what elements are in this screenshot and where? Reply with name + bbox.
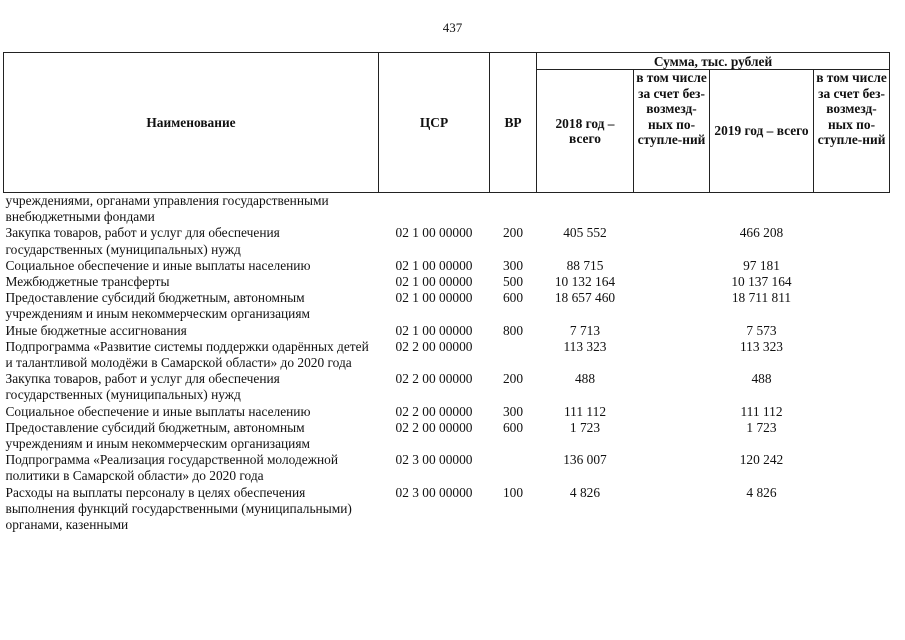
row-name: Расходы на выплаты персоналу в целях обеспечения выполнения функций государственными (муниципальными) органами, казенными: [5, 484, 352, 533]
row-name: Социальное обеспечение и иные выплаты населению: [5, 257, 311, 273]
table-row: [4, 323, 890, 339]
row-vr: 200: [502, 225, 524, 241]
row-sum-2018: 1 723: [569, 419, 601, 435]
row-sum-2018: 136 007: [563, 452, 607, 468]
row-gratis-2018: [634, 339, 710, 371]
row-name: Предоставление субсидий бюджетным, автономным учреждениям и иным некоммерческим организациям: [5, 290, 310, 322]
header-name: Наименование: [4, 53, 379, 193]
row-vr: 300: [502, 403, 524, 419]
row-gratis-2019: [814, 485, 890, 534]
header-2019-gratis: в том числе за счет без-возмезд-ных по-ступле-ний: [814, 70, 890, 193]
row-name: Закупка товаров, работ и услуг для обеспечения государственных (муниципальных) нужд: [5, 225, 280, 257]
row-sum-2019: 466 208: [739, 225, 784, 241]
row-gratis-2018: [634, 485, 710, 534]
row-csr: [379, 193, 490, 226]
table-row: [4, 371, 890, 403]
row-gratis-2019: [814, 452, 890, 484]
row-gratis-2018: [634, 452, 710, 484]
row-gratis-2018: [634, 274, 710, 290]
table-header: [4, 53, 890, 193]
row-sum-2018: [537, 193, 634, 226]
table-row: [4, 274, 890, 290]
row-gratis-2019: [814, 420, 890, 452]
row-gratis-2018: [634, 258, 710, 274]
row-name: Межбюджетные трансферты: [5, 274, 170, 290]
budget-table: [3, 52, 890, 533]
row-csr: 02 1 00 00000: [395, 274, 473, 290]
table-row: [4, 339, 890, 371]
row-vr: [490, 452, 537, 484]
page-number: 437: [442, 20, 463, 35]
row-sum-2019: 113 323: [739, 338, 784, 354]
row-csr: 02 3 00 00000: [395, 484, 473, 500]
table-row: [4, 485, 890, 534]
row-name: Закупка товаров, работ и услуг для обеспечения государственных (муниципальных) нужд: [5, 371, 280, 403]
row-sum-2019: 10 137 164: [731, 274, 792, 290]
row-sum-2019: 111 112: [740, 403, 783, 419]
table-row: [4, 420, 890, 452]
row-csr: 02 1 00 00000: [395, 225, 473, 241]
row-sum-2018: 405 552: [563, 225, 607, 241]
row-csr: 02 2 00 00000: [395, 371, 473, 387]
row-name: Подпрограмма «Реализация государственной молодежной политики в Самарской области» до 2020 года: [5, 452, 338, 484]
row-name: Иные бюджетные ассигнования: [5, 322, 187, 338]
header-sum-group: Сумма, тыс. рублей: [537, 53, 890, 70]
row-vr: 600: [502, 290, 524, 306]
row-gratis-2018: [634, 371, 710, 403]
row-sum-2018: 113 323: [563, 338, 607, 354]
row-name: Подпрограмма «Развитие системы поддержки одарённых детей и талантливой молодёжи в Самарской области» до 2020 года: [5, 338, 369, 371]
row-gratis-2018: [634, 420, 710, 452]
row-sum-2018: 4 826: [569, 484, 601, 500]
row-sum-2018: 488: [574, 371, 596, 387]
table-row: [4, 193, 890, 226]
header-csr: ЦСР: [379, 53, 490, 193]
table-row: [4, 404, 890, 420]
row-sum-2019: 4 826: [746, 484, 777, 500]
row-gratis-2018: [634, 323, 710, 339]
row-vr: 500: [502, 274, 524, 290]
header-2018-gratis: в том числе за счет без-возмезд-ных по-ступле-ний: [634, 70, 710, 193]
row-csr: 02 1 00 00000: [395, 257, 473, 273]
row-vr: 800: [502, 322, 524, 338]
row-vr: [490, 339, 537, 371]
row-vr: 300: [502, 257, 524, 273]
row-gratis-2019: [814, 339, 890, 371]
row-name: учреждениями, органами управления государственными внебюджетными фондами: [5, 193, 329, 225]
row-gratis-2019: [814, 371, 890, 403]
table-row: [4, 290, 890, 322]
row-gratis-2018: [634, 290, 710, 322]
row-sum-2019: 18 711 811: [731, 290, 792, 306]
row-sum-2018: 18 657 460: [554, 290, 616, 306]
row-gratis-2019: [814, 193, 890, 226]
row-sum-2018: 111 112: [563, 403, 607, 419]
row-gratis-2019: [814, 225, 890, 257]
row-sum-2019: 120 242: [739, 452, 784, 468]
row-vr: 200: [502, 371, 524, 387]
row-sum-2019: 1 723: [746, 419, 777, 435]
row-gratis-2019: [814, 290, 890, 322]
row-name: Социальное обеспечение и иные выплаты населению: [5, 403, 311, 419]
row-csr: 02 2 00 00000: [395, 338, 473, 354]
row-vr: [490, 193, 537, 226]
row-vr: 600: [502, 419, 524, 435]
row-gratis-2019: [814, 404, 890, 420]
row-csr: 02 2 00 00000: [395, 403, 473, 419]
table-body: [4, 193, 890, 534]
row-name: Предоставление субсидий бюджетным, автономным учреждениям и иным некоммерческим организациям: [5, 419, 310, 452]
row-csr: 02 1 00 00000: [395, 322, 473, 338]
row-csr: 02 2 00 00000: [395, 419, 473, 435]
row-sum-2019: [710, 193, 814, 226]
header-vr: ВР: [490, 53, 537, 193]
row-gratis-2019: [814, 323, 890, 339]
row-sum-2018: 7 713: [569, 322, 601, 338]
row-sum-2019: 7 573: [746, 322, 777, 338]
header-2019-total: 2019 год – всего: [710, 70, 814, 193]
row-gratis-2018: [634, 404, 710, 420]
table-row: [4, 452, 890, 484]
row-gratis-2019: [814, 274, 890, 290]
row-sum-2018: 88 715: [566, 257, 604, 273]
header-2018-total: 2018 год – всего: [537, 70, 634, 193]
row-csr: 02 1 00 00000: [395, 290, 473, 306]
row-gratis-2018: [634, 193, 710, 226]
table-row: [4, 225, 890, 257]
row-gratis-2019: [814, 258, 890, 274]
row-sum-2018: 10 132 164: [554, 274, 616, 290]
table-row: [4, 258, 890, 274]
row-sum-2019: 97 181: [743, 257, 780, 273]
row-gratis-2018: [634, 225, 710, 257]
row-vr: 100: [502, 484, 524, 500]
row-sum-2019: 488: [751, 371, 772, 387]
row-csr: 02 3 00 00000: [395, 452, 473, 468]
